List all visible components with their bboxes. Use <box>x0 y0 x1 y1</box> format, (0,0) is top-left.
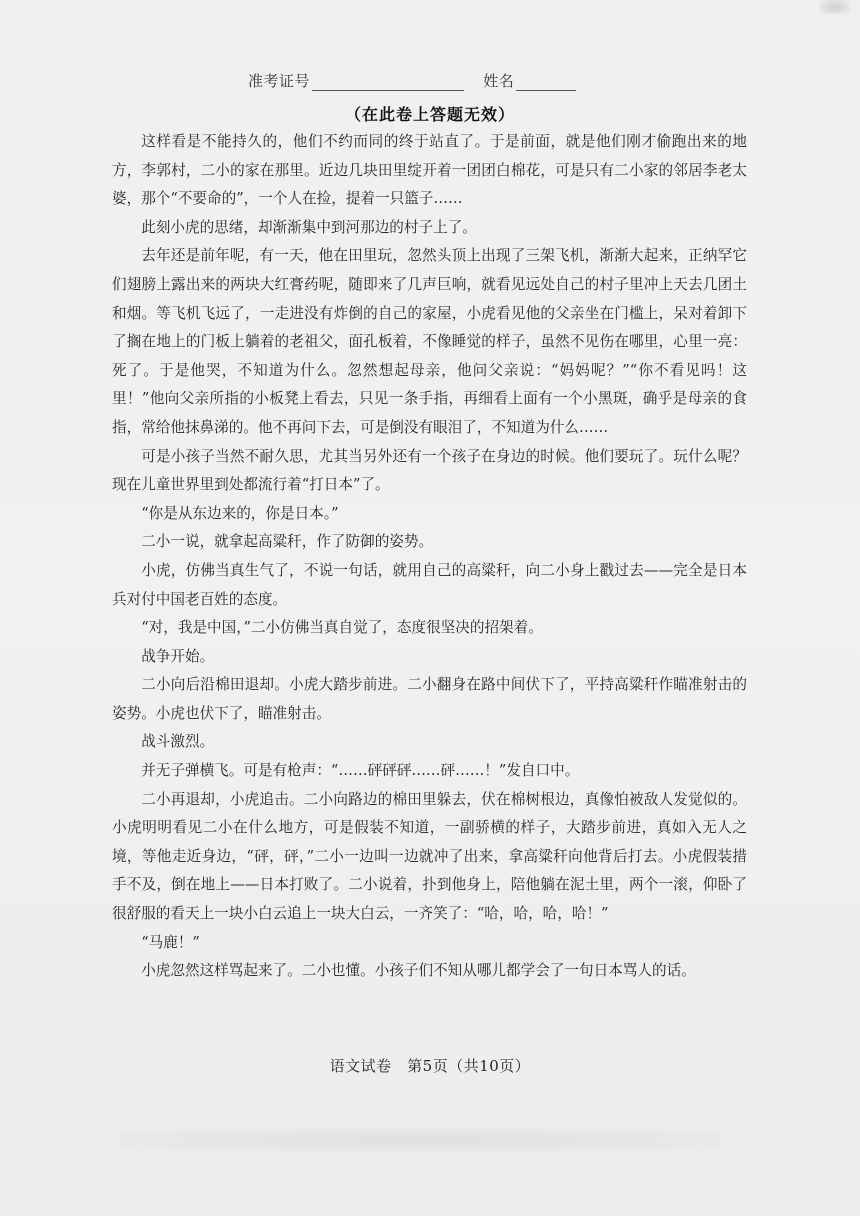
paragraph: 战斗激烈。 <box>141 733 215 751</box>
paragraph: 去年还是前年呢，有一天，他在田里玩，忽然头顶上出现了三架飞机，渐渐大起来，正纳罕它们翅膀上露出来的两块大红膏药呢，随即来了几声巨响，就看见远处自己的村子里冲上天去几团土和烟。等飞机飞远了，一走进没有炸倒的自己的家屋，小虎看见他的父亲坐在门槛上，呆对着卸下了搁在地上的门板上躺着的老祖父，面孔板着，不像睡觉的样子，虽然不见伤在哪里，心里一亮：死了。于是他哭，不知道为什么。忽然想起母亲，他问父亲说：“妈妈呢？”“你不看见吗！这里！”他向父亲所指的小板凳上看去，只见一条手指，再细看上面有一个小黑斑，确乎是母亲的食指，常给他抹鼻涕的。他不再问下去，可是倒没有眼泪了，不知道为什么…… <box>112 247 747 436</box>
paragraph: 小虎忽然这样骂起来了。二小也懂。小孩子们不知从哪儿都学会了一句日本骂人的话。 <box>141 962 696 980</box>
passage-body <box>112 128 747 986</box>
paragraph: 战争开始。 <box>141 647 215 665</box>
scan-artifact <box>820 0 850 14</box>
paragraph: “对，我是中国，”二小仿佛当真自觉了，态度很坚决的招架着。 <box>141 619 543 637</box>
paragraph: 并无子弹横飞。可是有枪声：“……砰砰砰……砰……！”发自口中。 <box>141 762 580 780</box>
paragraph: 此刻小虎的思绪，却渐渐集中到河那边的村子上了。 <box>141 218 477 236</box>
paragraph: “你是从东边来的，你是日本。” <box>141 504 339 522</box>
page-footer: 语文试卷 第5页（共10页） <box>329 1057 531 1075</box>
scan-shadow <box>120 1128 720 1152</box>
paragraph: 二小向后沿棉田退却。小虎大踏步前进。二小翻身在路中间伏下了，平持高粱秆作瞄准射击的姿势。小虎也伏下了，瞄准射击。 <box>112 676 747 722</box>
invalid-answer-notice: （在此卷上答题无效） <box>344 105 515 124</box>
name-label: 姓名 <box>483 72 515 90</box>
paragraph: 可是小孩子当然不耐久思，尤其当另外还有一个孩子在身边的时候。他们要玩了。玩什么呢？现在儿童世界里到处都流行着“打日本”了。 <box>112 447 747 494</box>
id-blank-line <box>312 74 464 91</box>
exam-header <box>248 70 648 91</box>
paragraph: 这样看是不能持久的，他们不约而同的终于站直了。于是前面，就是他们刚才偷跑出来的地方，李郭村，二小的家在那里。近边几块田里绽开着一团团白棉花，可是只有二小家的邻居李老太婆，那个“不要命的”，一个人在捡，提着一只篮子…… <box>112 133 747 208</box>
paragraph: 小虎，仿佛当真生气了，不说一句话，就用自己的高粱秆，向二小身上戳过去——完全是日本兵对付中国老百姓的态度。 <box>112 561 747 608</box>
paragraph: 二小再退却，小虎追击。二小向路边的棉田里躲去，伏在棉树根边，真像怕被敌人发觉似的。小虎明明看见二小在什么地方，可是假装不知道，一副骄横的样子，大踏步前进，真如入无人之境，等他走近身边，“砰，砰，”二小一边叫一边就冲了出来，拿高粱秆向他背后打去。小虎假装措手不及，倒在地上——日本打败了。二小说着，扑到他身上，陪他躺在泥土里，两个一滚，仰卧了很舒服的看天上一块小白云追上一块大白云，一齐笑了：“哈，哈，哈，哈！” <box>112 790 747 923</box>
name-blank-line <box>516 74 576 91</box>
id-label: 准考证号 <box>248 72 311 90</box>
paragraph: “马鹿！” <box>141 933 200 951</box>
paragraph: 二小一说，就拿起高粱秆，作了防御的姿势。 <box>141 533 434 551</box>
